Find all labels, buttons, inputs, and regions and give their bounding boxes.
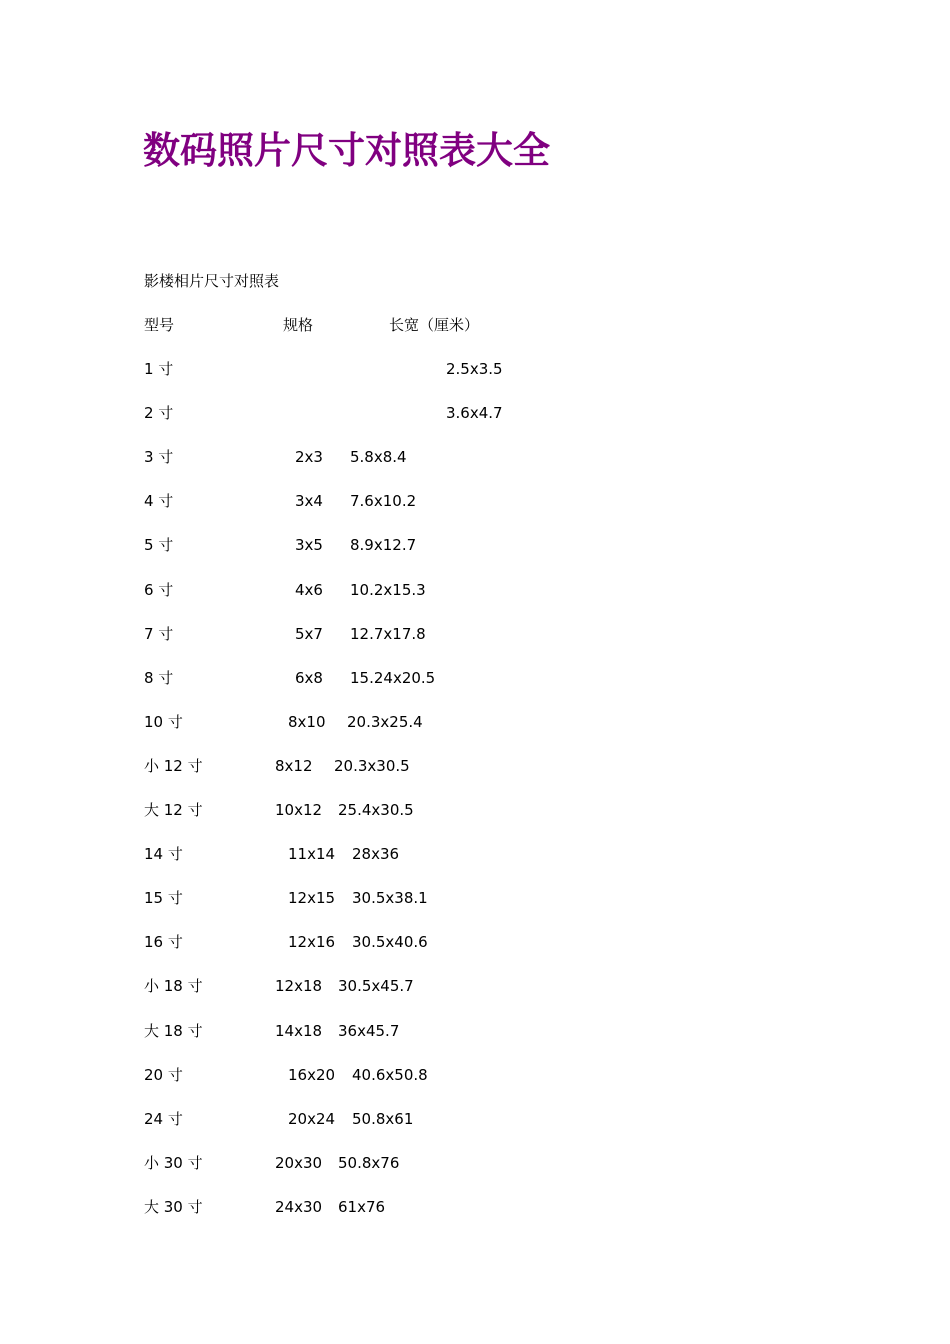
table-cell-spec: 16x20	[288, 1066, 336, 1084]
table-cell-model: 1 寸	[144, 360, 174, 378]
table-cell-spec: 4x6	[295, 581, 323, 599]
table-cell-model: 7 寸	[144, 625, 174, 643]
table-cell-size: 61x76	[338, 1198, 386, 1216]
table-cell-model: 16 寸	[144, 933, 183, 951]
table-cell-spec: 12x15	[288, 889, 336, 907]
page-title: 数码照片尺寸对照表大全	[143, 128, 550, 172]
table-cell-size: 12.7x17.8	[350, 625, 426, 643]
table-cell-size: 2.5x3.5	[446, 360, 503, 378]
table-cell-model: 大 30 寸	[144, 1198, 203, 1216]
table-cell-size: 8.9x12.7	[350, 536, 417, 554]
table-cell-size: 5.8x8.4	[350, 448, 407, 466]
table-cell-model: 24 寸	[144, 1110, 183, 1128]
table-cell-model: 3 寸	[144, 448, 174, 466]
table-cell-size: 50.8x76	[338, 1154, 400, 1172]
table-cell-spec: 3x5	[295, 536, 323, 554]
table-cell-size: 15.24x20.5	[350, 669, 436, 687]
header-model: 型号	[144, 316, 175, 334]
table-cell-spec: 6x8	[295, 669, 323, 687]
table-cell-size: 30.5x45.7	[338, 977, 414, 995]
table-cell-size: 3.6x4.7	[446, 404, 503, 422]
table-cell-model: 6 寸	[144, 581, 174, 599]
table-caption: 影楼相片尺寸对照表	[144, 272, 280, 290]
table-cell-size: 40.6x50.8	[352, 1066, 428, 1084]
table-cell-model: 大 18 寸	[144, 1022, 203, 1040]
table-cell-model: 小 12 寸	[144, 757, 203, 775]
table-cell-size: 20.3x25.4	[347, 713, 423, 731]
table-cell-size: 50.8x61	[352, 1110, 414, 1128]
table-cell-model: 5 寸	[144, 536, 174, 554]
table-cell-spec: 12x16	[288, 933, 336, 951]
table-cell-model: 4 寸	[144, 492, 174, 510]
table-cell-spec: 14x18	[275, 1022, 323, 1040]
table-cell-model: 小 30 寸	[144, 1154, 203, 1172]
table-cell-spec: 20x24	[288, 1110, 336, 1128]
table-cell-spec: 8x12	[275, 757, 313, 775]
table-cell-model: 2 寸	[144, 404, 174, 422]
table-cell-model: 15 寸	[144, 889, 183, 907]
table-cell-spec: 5x7	[295, 625, 323, 643]
table-cell-model: 10 寸	[144, 713, 183, 731]
table-cell-spec: 3x4	[295, 492, 323, 510]
table-cell-size: 28x36	[352, 845, 400, 863]
table-cell-model: 大 12 寸	[144, 801, 203, 819]
table-cell-size: 30.5x38.1	[352, 889, 428, 907]
table-cell-size: 25.4x30.5	[338, 801, 414, 819]
table-cell-spec: 10x12	[275, 801, 323, 819]
table-cell-spec: 11x14	[288, 845, 336, 863]
table-cell-size: 36x45.7	[338, 1022, 400, 1040]
table-cell-model: 8 寸	[144, 669, 174, 687]
header-size: 长宽（厘米）	[389, 316, 480, 334]
table-cell-model: 14 寸	[144, 845, 183, 863]
table-cell-spec: 24x30	[275, 1198, 323, 1216]
header-spec: 规格	[283, 316, 314, 334]
table-cell-model: 20 寸	[144, 1066, 183, 1084]
table-cell-size: 7.6x10.2	[350, 492, 417, 510]
table-cell-spec: 12x18	[275, 977, 323, 995]
table-cell-spec: 8x10	[288, 713, 326, 731]
table-cell-size: 30.5x40.6	[352, 933, 428, 951]
table-cell-spec: 2x3	[295, 448, 323, 466]
table-cell-size: 10.2x15.3	[350, 581, 426, 599]
table-cell-size: 20.3x30.5	[334, 757, 410, 775]
table-cell-spec: 20x30	[275, 1154, 323, 1172]
table-cell-model: 小 18 寸	[144, 977, 203, 995]
